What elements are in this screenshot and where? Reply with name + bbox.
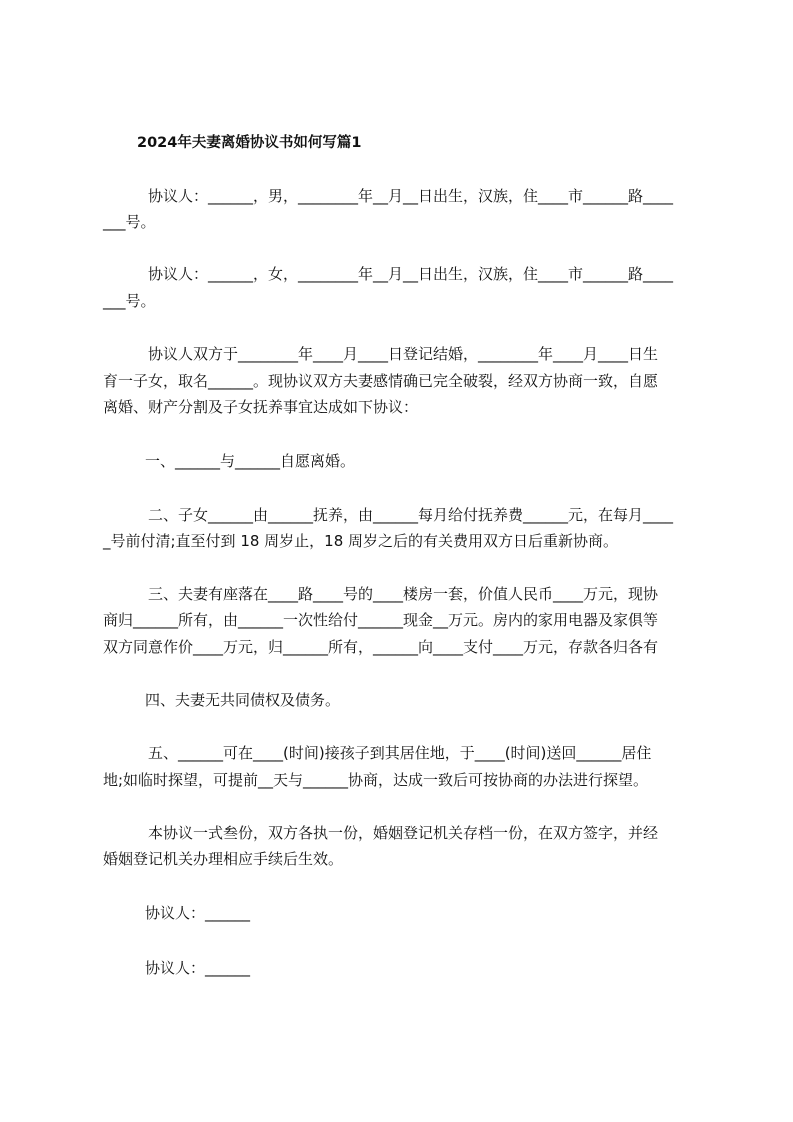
paragraph-6-line-1: 三、夫妻有座落在____路____号的____楼房一套，价值人民币____万元，现协 xyxy=(148,585,659,603)
signature-line-2: 协议人：______ xyxy=(145,959,251,977)
paragraph-9-line-2: 婚姻登记机关办理相应手续后生效。 xyxy=(103,850,344,868)
signature-line-1: 协议人：______ xyxy=(145,904,251,922)
paragraph-1-line-1: 协议人：______，男，________年__月__日出生，汉族，住____市______路____ xyxy=(148,187,674,205)
paragraph-5-line-1: 二、子女______由______抚养，由______每月给付抚养费______元，在每月____ xyxy=(148,506,674,524)
document-title: 2024年夫妻离婚协议书如何写篇1 xyxy=(137,135,362,151)
paragraph-8-line-1: 五、______可在____(时间)接孩子到其居住地，于____(时间)送回______居住 xyxy=(148,744,652,762)
paragraph-3-line-1: 协议人双方于________年____月____日登记结婚，________年____月____日生 xyxy=(148,345,659,363)
paragraph-7-line-1: 四、夫妻无共同债权及债务。 xyxy=(145,691,341,709)
paragraph-3-line-3: 离婚、财产分割及子女抚养事宜达成如下协议： xyxy=(103,398,419,416)
paragraph-3-line-2: 育一子女，取名______。现协议双方夫妻感情确已完全破裂，经双方协商一致，自愿 xyxy=(103,372,659,390)
paragraph-9-line-1: 本协议一式叁份，双方各执一份，婚姻登记机关存档一份，在双方签字，并经 xyxy=(148,824,659,842)
paragraph-2-line-1: 协议人：______，女，________年__月__日出生，汉族，住____市______路____ xyxy=(148,265,674,283)
paragraph-6-line-2: 商归______所有，由______一次性给付______现金__万元。房内的家用电器及家俱等 xyxy=(103,611,659,629)
paragraph-6-line-3: 双方同意作价____万元，归______所有，______向____支付____万元，存款各归各有 xyxy=(103,638,659,656)
paragraph-1-line-2: ___号。 xyxy=(103,213,156,231)
paragraph-5-line-2: _号前付清;直至付到 18 周岁止，18 周岁之后的有关费用双方日后重新协商。 xyxy=(103,532,619,550)
paragraph-8-line-2: 地;如临时探望，可提前__天与______协商，达成一致后可按协商的办法进行探望。 xyxy=(103,771,649,789)
paragraph-2-line-2: ___号。 xyxy=(103,292,156,310)
paragraph-4-line-1: 一、______与______自愿离婚。 xyxy=(145,452,356,470)
